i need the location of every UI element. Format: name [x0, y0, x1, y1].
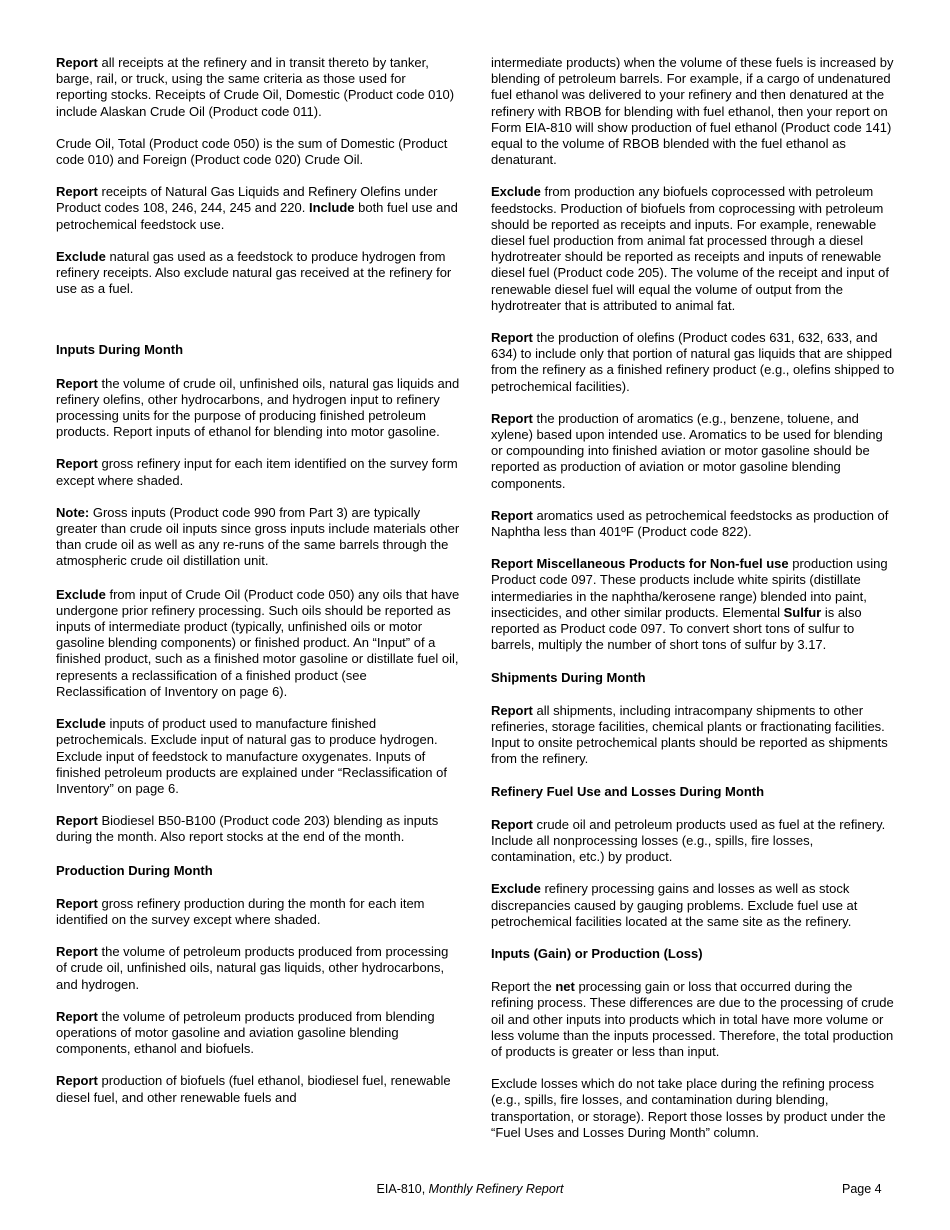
emphasis: Report	[491, 330, 533, 346]
paragraph-crude-total	[56, 136, 460, 168]
paragraph-exclude-coprocessed	[491, 184, 895, 314]
footer-report-title	[0, 1182, 940, 1196]
text: from input of Crude Oil (Product code 050) any oils that have undergone prior refinery processing. Such oils should be reported as inputs of intermediate product (typically, unfinished oils or motor gasoline blending components) or finished product. An “Input” of a finished product, such as a finished motor gasoline or distillate fuel oil, represents a reclassification of a finished product (see Reclassification of Inventory on page 6).	[56, 586, 460, 699]
heading-production-during-month: Production During Month	[56, 862, 213, 878]
text: Biodiesel B50-B100 (Product code 203) blending as inputs during the month. Also report stocks at the end of the month.	[56, 813, 439, 845]
emphasis: Report	[56, 1008, 98, 1024]
paragraph-note	[56, 505, 460, 570]
text: both fuel use and petrochemical feedstock use.	[56, 200, 458, 232]
paragraph-receipts	[56, 55, 460, 120]
paragraph-production-processing	[56, 944, 460, 993]
emphasis: Report	[491, 410, 533, 426]
text: all shipments, including intracompany shipments to other refineries, storage facilities, chemical plants or fractionating facilities. Input to onsite petrochemical plants should be reported as shipments from the refinery.	[491, 702, 888, 767]
text: natural gas used as a feedstock to produce hydrogen from refinery receipts. Also exclude natural gas received at the refinery for use as a fuel.	[56, 248, 452, 297]
emphasis: net	[555, 979, 575, 995]
emphasis: Report	[56, 813, 98, 829]
emphasis: Report	[491, 507, 533, 523]
emphasis: Exclude	[491, 881, 541, 897]
emphasis: Report	[56, 456, 98, 472]
paragraph-ngl-receipts	[56, 184, 460, 233]
text: the production of olefins (Product codes 631, 632, 633, and 634) to include only that portion of natural gas liquids that are shipped from the refinery as a finished refinery product (e.g., olefins shipped to petrochemical facilities).	[491, 330, 895, 394]
right-column	[491, 55, 895, 1141]
emphasis: Note:	[56, 504, 90, 520]
text: the production of aromatics (e.g., benzene, toluene, and xylene) based upon intended use. Aromatics to be used for blending or compounding into finished aviation or motor gasoline should be reported as production of aviation or motor gasoline blending components.	[491, 410, 883, 491]
text: from production any biofuels coprocessed with petroleum feedstocks. Production of biofuels from coprocessing with petroleum should be reported as receipts and inputs. For example, renewable diesel fuel production from animal fat processed through a diesel hydrotreater should be reported as receipts and inputs of renewable diesel fuel (Product code 205). The volume of the receipt and input of renewable diesel fuel will equal the volume of output from the hydrotreater that is attributed to animal fat.	[491, 184, 889, 313]
heading-shipments-during-month: Shipments During Month	[491, 669, 646, 685]
paragraph-gross-input	[56, 456, 460, 488]
heading-inputs-during-month: Inputs During Month	[56, 342, 184, 358]
paragraph-exclude-crude-input	[56, 587, 460, 700]
page-number: Page 4	[842, 1182, 882, 1196]
text: the volume of petroleum products produced from processing of crude oil, unfinished oils, natural gas liquids, other hydrocarbons, and hydrogen.	[56, 944, 449, 992]
emphasis: Report	[56, 1073, 98, 1089]
text: aromatics used as petrochemical feedstocks as production of Naphtha less than 401ºF (Product code 822).	[491, 507, 889, 540]
text: inputs of product used to manufacture finished petrochemicals. Exclude input of natural gas to produce hydrogen. Exclude input of feedstock to manufacture oxygenates. Inputs of finished petroleum products are explained under “Reclassification of Inventory” on page 6.	[56, 716, 447, 796]
paragraph-fuel-use	[491, 817, 895, 866]
emphasis: Exclude	[491, 184, 541, 200]
paragraph-biofuels-continued	[491, 55, 895, 168]
text: all receipts at the refinery and in transit thereto by tanker, barge, rail, or truck, using the same criteria as those used for reporting stocks. Receipts of Crude Oil, Domestic (Product code 010) include Alaskan Crude Oil (Product code 011).	[56, 55, 455, 119]
paragraph-exclude-natural-gas	[56, 249, 460, 298]
text: Exclude losses which do not take place during the refining process (e.g., spills, fire losses, and contamination during blending, transportation, or storage). Report those losses by product under the “Fuel Uses and Losses During Month” column.	[491, 1076, 886, 1140]
paragraph-aromatics-feedstock	[491, 508, 895, 540]
emphasis: Report	[56, 944, 98, 960]
text: intermediate products) when the volume of these fuels is increased by blending of petroleum barrels. For example, if a cargo of undenatured fuel ethanol was delivered to your refinery and then denatured at the refinery with RBOB for blending with fuel ethanol, then your report on Form EIA-810 will show production of fuel ethanol (Product code 141) equal to the volume of RBOB blended with the fuel ethanol as denaturant.	[491, 55, 894, 168]
emphasis: Exclude	[56, 716, 106, 732]
emphasis: Include	[308, 200, 355, 216]
paragraph-net-gain-loss	[491, 979, 895, 1060]
emphasis: Report	[56, 375, 98, 391]
text: is also reported as Product code 097. To convert short tons of sulfur to barrels, multiply the number of short tons of sulfur by 3.17.	[491, 604, 862, 653]
text: crude oil and petroleum products used as fuel at the refinery. Include all nonprocessing losses (e.g., spills, fire losses, contamination, etc.) by product.	[491, 816, 886, 865]
paragraph-biodiesel	[56, 813, 460, 845]
paragraph-exclude-losses	[491, 1076, 895, 1141]
paragraph-biofuels-production	[56, 1073, 460, 1105]
paragraph-inputs-volume	[56, 376, 460, 441]
paragraph-production-blending	[56, 1009, 460, 1058]
emphasis: Sulfur	[783, 604, 822, 620]
paragraph-aromatics	[491, 411, 895, 492]
footer-title: Monthly Refinery Report	[428, 1182, 564, 1196]
emphasis: Report	[56, 895, 98, 911]
heading-inputs-gain-production-loss: Inputs (Gain) or Production (Loss)	[491, 945, 703, 961]
paragraph-miscellaneous-products	[491, 556, 895, 653]
text: the volume of crude oil, unfinished oils, natural gas liquids and refinery olefins, other hydrocarbons, and hydrogen input to refinery processing units for the purpose of producing finished petroleum products. Report inputs of ethanol for blending into motor gasoline.	[56, 375, 460, 440]
paragraph-shipments	[491, 703, 895, 768]
emphasis: Report	[491, 816, 533, 832]
text: Report the	[491, 979, 556, 995]
text: gross refinery input for each item identified on the survey form except where shaded.	[56, 456, 458, 488]
text: Gross inputs (Product code 990 from Part 3) are typically greater than crude oil inputs since gross inputs include materials other than crude oil as well as any re-runs of the same barrels through the atmospheric crude oil distillation unit.	[56, 504, 460, 569]
paragraph-exclude-petrochemicals	[56, 716, 460, 797]
emphasis: Exclude	[56, 586, 106, 602]
footer-form-number: EIA-810,	[376, 1182, 429, 1196]
paragraph-olefins	[491, 330, 895, 395]
paragraph-gross-production	[56, 896, 460, 928]
text: production of biofuels (fuel ethanol, biodiesel fuel, renewable diesel fuel, and other renewable fuels and	[56, 1073, 451, 1105]
heading-fuel-use-losses: Refinery Fuel Use and Losses During Month	[491, 783, 765, 799]
left-column	[56, 55, 460, 1106]
emphasis: Report	[56, 184, 98, 200]
paragraph-exclude-gains-losses	[491, 881, 895, 930]
text: the volume of petroleum products produced from blending operations of motor gasoline and aviation gasoline blending components, ethanol and biofuels.	[56, 1008, 435, 1057]
text: processing gain or loss that occurred during the refining process. These differences are due to the processing of crude oil and other inputs into products which in total have more volume or less volume than the inputs processed. Therefore, the total production of products is greater or less than input.	[491, 979, 894, 1059]
emphasis: Exclude	[56, 248, 106, 264]
emphasis: Report	[56, 55, 98, 70]
emphasis: Report	[491, 702, 533, 718]
text: refinery processing gains and losses as well as stock discrepancies caused by gauging problems. Exclude fuel use at petrochemical facilities located at the same site as the refinery.	[491, 881, 858, 929]
emphasis: Report Miscellaneous Products for Non-fuel use	[491, 556, 789, 572]
text: receipts of Natural Gas Liquids and Refinery Olefins under Product codes 108, 246, 244, 245 and 220.	[56, 184, 438, 216]
text: gross refinery production during the month for each item identified on the survey except where shaded.	[56, 895, 425, 927]
text: production using Product code 097. These products include white spirits (distillate intermediaries in the naphtha/kerosene range) blended into paint, insecticides, and other similar products. Elemental	[491, 556, 888, 620]
text: Crude Oil, Total (Product code 050) is the sum of Domestic (Product code 010) and Foreign (Product code 020) Crude Oil.	[56, 135, 448, 168]
